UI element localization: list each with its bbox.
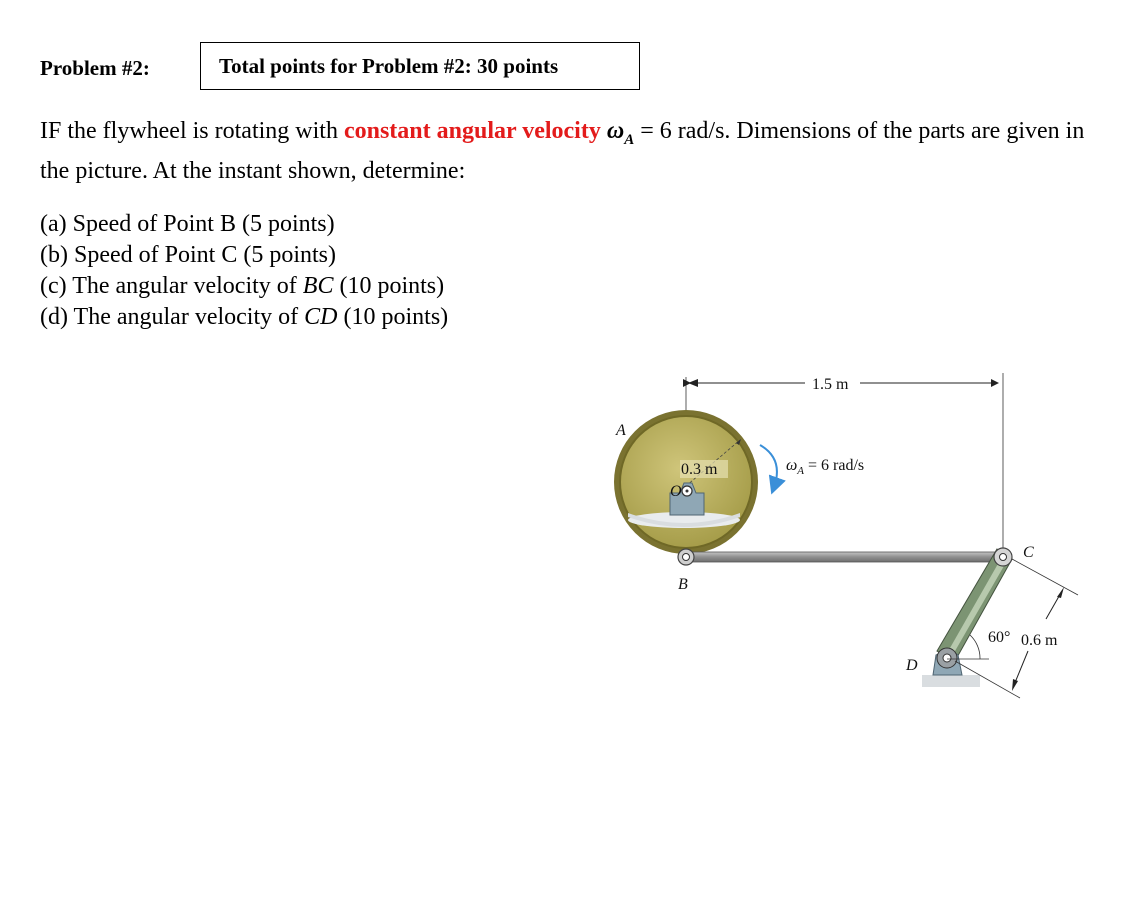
task-points: (10 points) — [337, 304, 449, 330]
dim-1-5m-label: 1.5 m — [812, 376, 849, 393]
rotation-arrow-icon — [760, 445, 777, 487]
pin-B — [678, 549, 694, 565]
task-points: (10 points) — [333, 273, 445, 299]
label-O: O — [670, 483, 682, 500]
task-item — [40, 302, 448, 333]
task-item — [40, 209, 448, 240]
intro-highlight: constant angular velocity — [343, 118, 601, 144]
problem-label: Problem #2: — [40, 56, 150, 80]
omega-label: $\omega_A = 6$ rad/s — [786, 457, 865, 477]
points-box-text: Total points for Problem #2: 30 points — [219, 53, 559, 78]
mechanism-figure — [600, 355, 1090, 715]
task-text: (b) Speed of Point C (5 points) — [40, 242, 336, 268]
angle-label: 60° — [988, 629, 1011, 646]
radius-label: 0.3 m — [681, 461, 718, 478]
task-italic: BC — [302, 273, 334, 299]
task-text: (a) Speed of Point B (5 points) — [40, 211, 335, 237]
task-item — [40, 240, 448, 271]
intro-suffix: = 6 rad/s. Dimensions of the parts are given in the picture. At the instant shown, determine: — [40, 118, 1085, 184]
task-text: (c) The angular velocity of — [40, 273, 303, 299]
task-text: (d) The angular velocity of — [40, 304, 305, 330]
omega-symbol — [606, 118, 635, 148]
problem-statement — [40, 116, 1100, 187]
link-BC — [686, 552, 1003, 562]
omega-subscript: A — [624, 131, 635, 148]
label-A: A — [616, 422, 626, 439]
flywheel — [614, 410, 758, 554]
label-D: D — [906, 657, 918, 674]
task-italic: CD — [304, 304, 338, 330]
support-D — [922, 648, 989, 687]
intro-prefix: IF the flywheel is rotating with — [40, 118, 344, 144]
label-B: B — [678, 576, 688, 593]
task-list — [40, 209, 448, 333]
omega-letter: ω — [606, 118, 625, 144]
label-C: C — [1023, 544, 1034, 561]
pin-C — [994, 548, 1012, 566]
points-box — [200, 42, 640, 90]
length-CD-label: 0.6 m — [1021, 632, 1058, 649]
task-item — [40, 271, 448, 302]
